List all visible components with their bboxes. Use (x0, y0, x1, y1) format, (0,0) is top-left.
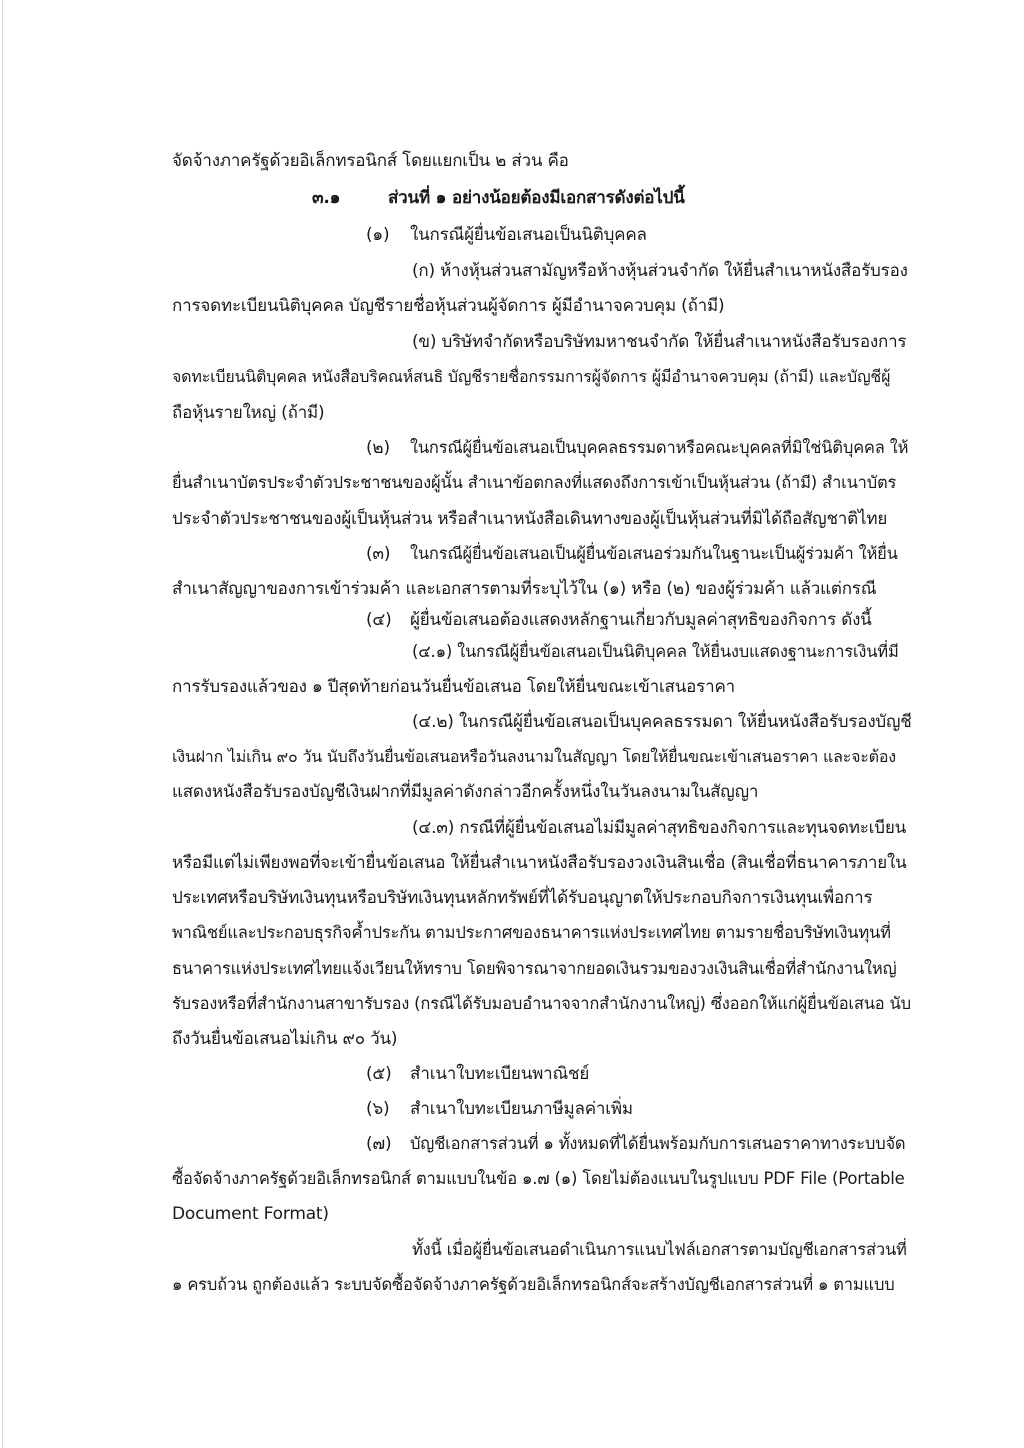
item-4-3-line-1: (๔.๓) กรณีที่ผู้ยื่นข้อเสนอไม่มีมูลค่าสุทธิของกิจการและทุนจดทะเบียน (412, 818, 907, 838)
item-7-line-3: Document Format) (172, 1204, 329, 1224)
item-4-text: ผู้ยื่นข้อเสนอต้องแสดงหลักฐานเกี่ยวกับมูลค่าสุทธิของกิจการ ดังนี้ (410, 610, 872, 630)
item-4-1-line-1: (๔.๑) ในกรณีผู้ยื่นข้อเสนอเป็นนิติบุคคล ให้ยื่นงบแสดงฐานะการเงินที่มี (412, 642, 899, 661)
section-title: ส่วนที่ ๑ อย่างน้อยต้องมีเอกสารดังต่อไปนี้ (388, 188, 685, 208)
closing-line-1: ทั้งนี้ เมื่อผู้ยื่นข้อเสนอดำเนินการแนบไฟล์เอกสารตามบัญชีเอกสารส่วนที่ (412, 1240, 907, 1259)
intro-line: จัดจ้างภาครัฐด้วยอิเล็กทรอนิกส์ โดยแยกเป็น ๒ ส่วน คือ (172, 151, 569, 171)
item-1-number: (๑) (366, 225, 390, 245)
item-1a-line-2: การจดทะเบียนนิติบุคคล บัญชีรายชื่อหุ้นส่วนผู้จัดการ ผู้มีอำนาจควบคุม (ถ้ามี) (172, 296, 725, 316)
section-number: ๓.๑ (312, 188, 341, 208)
item-2-number: (๒) (366, 438, 390, 458)
item-1b-line-1: (ข) บริษัทจำกัดหรือบริษัทมหาชนจำกัด ให้ยื่นสำเนาหนังสือรับรองการ (412, 332, 907, 352)
item-4-3-line-7: ถึงวันยื่นข้อเสนอไม่เกิน ๙๐ วัน) (172, 1029, 398, 1049)
item-4-2-line-1: (๔.๒) ในกรณีผู้ยื่นข้อเสนอเป็นบุคคลธรรมดา ให้ยื่นหนังสือรับรองบัญชี (412, 712, 912, 732)
item-1a-line-1: (ก) ห้างหุ้นส่วนสามัญหรือห้างหุ้นส่วนจำกัด ให้ยื่นสำเนาหนังสือรับรอง (412, 261, 908, 281)
item-3-line-2: สำเนาสัญญาของการเข้าร่วมค้า และเอกสารตามที่ระบุไว้ใน (๑) หรือ (๒) ของผู้ร่วมค้า แล้วแต่กรณี (172, 579, 877, 599)
item-5-text: สำเนาใบทะเบียนพาณิชย์ (410, 1064, 590, 1084)
item-4-3-line-3: ประเทศหรือบริษัทเงินทุนหรือบริษัทเงินทุนหลักทรัพย์ที่ได้รับอนุญาตให้ประกอบกิจการเงินทุนเพื่อการ (172, 888, 873, 908)
item-3-line-1: ในกรณีผู้ยื่นข้อเสนอเป็นผู้ยื่นข้อเสนอร่วมกันในฐานะเป็นผู้ร่วมค้า ให้ยื่น (410, 544, 898, 563)
item-5-number: (๕) (366, 1064, 392, 1084)
item-4-number: (๔) (366, 610, 392, 630)
item-4-3-line-6: รับรองหรือที่สำนักงานสาขารับรอง (กรณีได้รับมอบอำนาจจากสำนักงานใหญ่) ซึ่งออกให้แก่ผู้ยื่นข้อเสนอ นับ (172, 994, 911, 1013)
item-2-line-3: ประจำตัวประชาชนของผู้เป็นหุ้นส่วน หรือสำเนาหนังสือเดินทางของผู้เป็นหุ้นส่วนที่มิได้ถือสัญชาติไทย (172, 509, 888, 529)
item-4-1-line-2: การรับรองแล้วของ ๑ ปีสุดท้ายก่อนวันยื่นข้อเสนอ โดยให้ยื่นขณะเข้าเสนอราคา (172, 677, 735, 697)
item-3-number: (๓) (366, 544, 391, 564)
item-1b-line-3: ถือหุ้นรายใหญ่ (ถ้ามี) (172, 403, 325, 423)
item-6-number: (๖) (366, 1099, 390, 1119)
item-2-line-2: ยื่นสำเนาบัตรประจำตัวประชาชนของผู้นั้น สำเนาข้อตกลงที่แสดงถึงการเข้าเป็นหุ้นส่วน (ถ้ามี) สำเนาบัตร (172, 473, 897, 492)
item-4-2-line-3: แสดงหนังสือรับรองบัญชีเงินฝากที่มีมูลค่าดังกล่าวอีกครั้งหนึ่งในวันลงนามในสัญญา (172, 782, 759, 802)
closing-line-2: ๑ ครบถ้วน ถูกต้องแล้ว ระบบจัดซื้อจัดจ้างภาครัฐด้วยอิเล็กทรอนิกส์จะสร้างบัญชีเอกสารส่วนที่ ๑ ตามแบบ (172, 1275, 895, 1294)
scan-edge-line (2, 0, 3, 1448)
item-4-3-line-4: พาณิชย์และประกอบธุรกิจค้ำประกัน ตามประกาศของธนาคารแห่งประเทศไทย ตามรายชื่อบริษัทเงินทุนที่ (172, 923, 891, 942)
item-2-line-1: ในกรณีผู้ยื่นข้อเสนอเป็นบุคคลธรรมดาหรือคณะบุคคลที่มิใช่นิติบุคคล ให้ (410, 438, 909, 457)
item-7-number: (๗) (366, 1134, 392, 1154)
item-1b-line-2: จดทะเบียนนิติบุคคล หนังสือบริคณห์สนธิ บัญชีรายชื่อกรรมการผู้จัดการ ผู้มีอำนาจควบคุม (ถ้ามี) และบัญชีผู้ (172, 367, 891, 386)
item-7-line-1: บัญชีเอกสารส่วนที่ ๑ ทั้งหมดที่ได้ยื่นพร้อมกับการเสนอราคาทางระบบจัด (410, 1134, 906, 1153)
item-4-3-line-5: ธนาคารแห่งประเทศไทยแจ้งเวียนให้ทราบ โดยพิจารณาจากยอดเงินรวมของวงเงินสินเชื่อที่สำนักงานใหญ่ (172, 959, 897, 978)
item-1-text: ในกรณีผู้ยื่นข้อเสนอเป็นนิติบุคคล (410, 225, 647, 245)
item-6-text: สำเนาใบทะเบียนภาษีมูลค่าเพิ่ม (410, 1099, 633, 1119)
item-4-3-line-2: หรือมีแต่ไม่เพียงพอที่จะเข้ายื่นข้อเสนอ ให้ยื่นสำเนาหนังสือรับรองวงเงินสินเชื่อ (สินเชื่อที่ธนาคารภายใน (172, 853, 907, 873)
item-4-2-line-2: เงินฝาก ไม่เกิน ๙๐ วัน นับถึงวันยื่นข้อเสนอหรือวันลงนามในสัญญา โดยให้ยื่นขณะเข้าเสนอราคา และจะต้อง (172, 747, 896, 766)
item-7-line-2: ซื้อจัดจ้างภาครัฐด้วยอิเล็กทรอนิกส์ ตามแบบในข้อ ๑.๗ (๑) โดยไม่ต้องแนบในรูปแบบ PDF File (Portable (172, 1169, 905, 1188)
